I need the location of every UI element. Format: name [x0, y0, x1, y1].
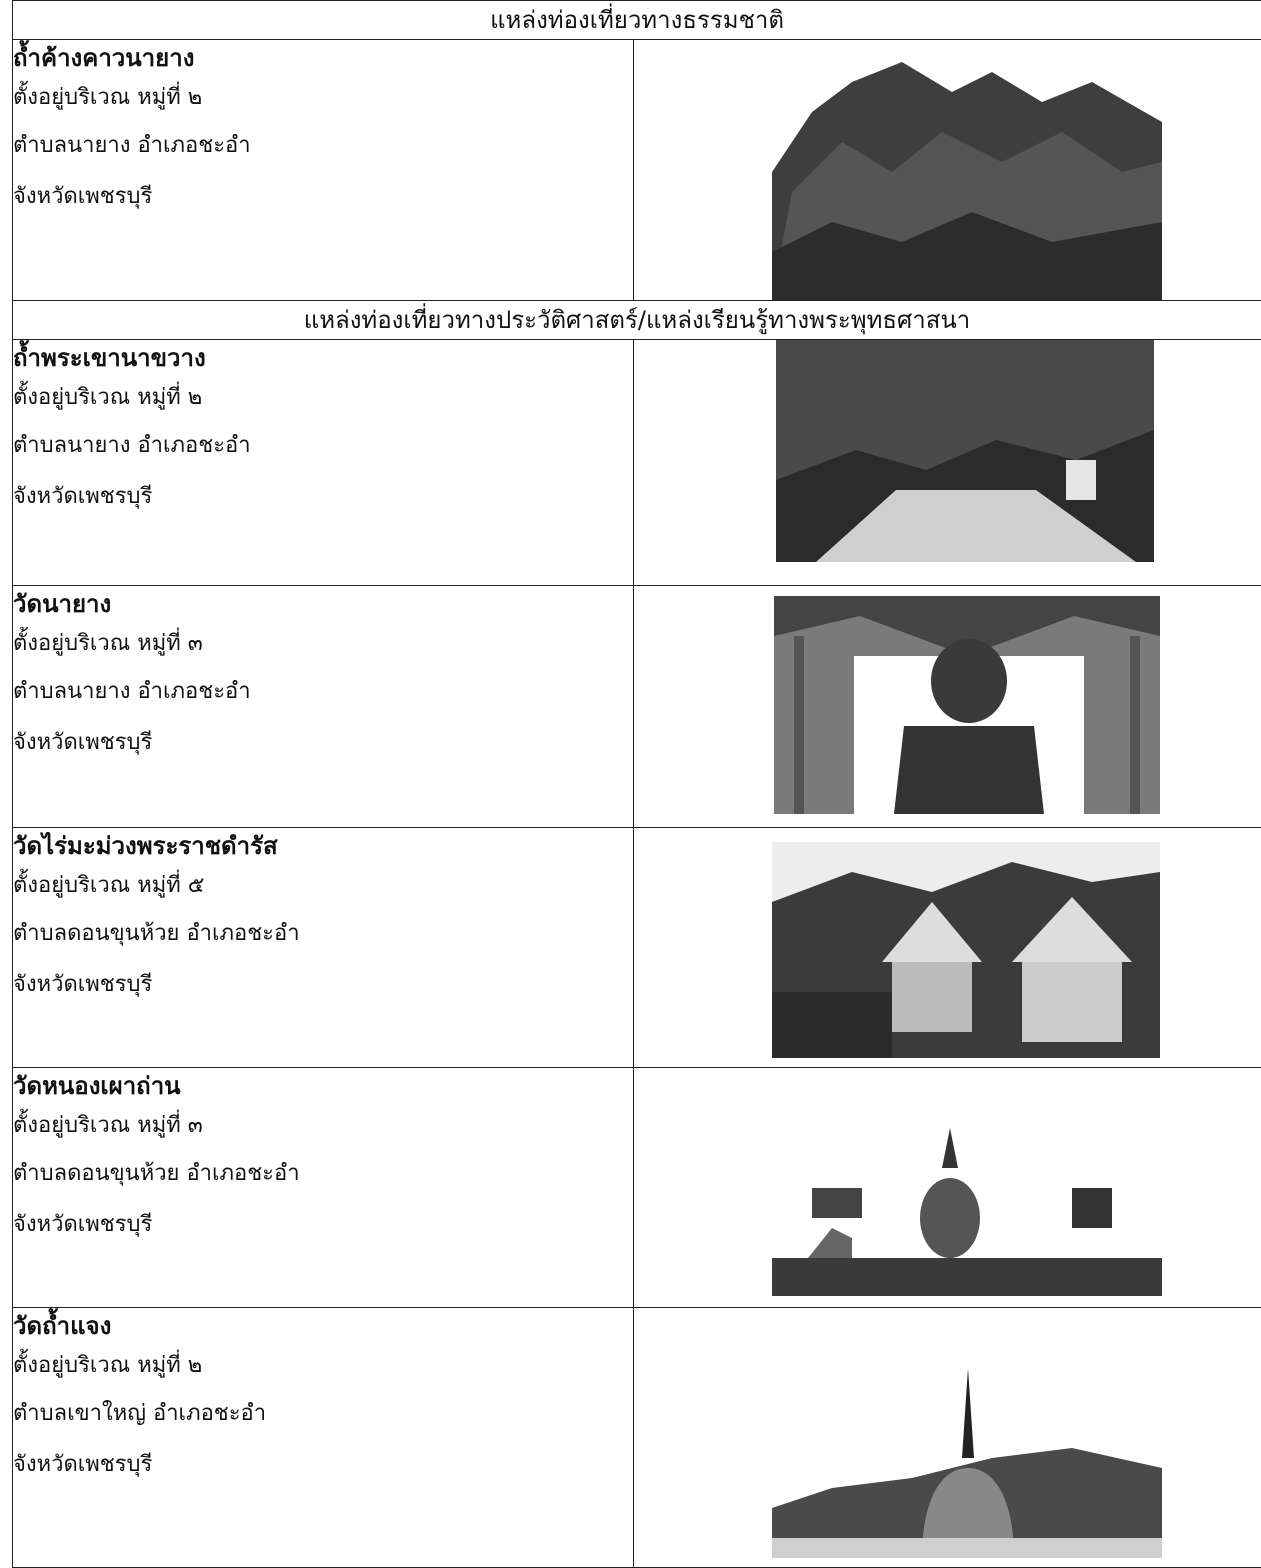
- place-subdistrict: ตำบลดอนขุนห้วย อำเภอชะอำ: [13, 908, 633, 959]
- temple-photo: [772, 842, 1160, 1058]
- place-row: [13, 40, 1261, 301]
- place-text-cell: [13, 40, 634, 301]
- place-name: วัดนายาง: [13, 586, 633, 622]
- place-name: วัดถ้ำแจง: [13, 1308, 633, 1344]
- place-location: ตั้งอยู่บริเวณ หมู่ที่ ๓: [13, 622, 633, 666]
- place-subdistrict: ตำบลเขาใหญ่ อำเภอชะอำ: [13, 1388, 633, 1439]
- place-subdistrict: ตำบลนายาง อำเภอชะอำ: [13, 420, 633, 471]
- place-subdistrict: ตำบลนายาง อำเภอชะอำ: [13, 120, 633, 171]
- place-name: ถ้ำค้างคาวนายาง: [13, 40, 633, 76]
- section-heading-nature: แหล่งท่องเที่ยวทางธรรมชาติ: [13, 1, 1261, 40]
- place-row: [13, 828, 1261, 1068]
- place-name: วัดหนองเผาถ่าน: [13, 1068, 633, 1104]
- place-row: [13, 586, 1261, 828]
- place-photo-cell: [634, 1068, 1261, 1308]
- cave-interior-photo: [776, 340, 1154, 562]
- place-location: ตั้งอยู่บริเวณ หมู่ที่ ๒: [13, 76, 633, 120]
- attractions-table: [12, 0, 1261, 1568]
- place-photo-cell: [634, 828, 1261, 1068]
- place-text-cell: [13, 828, 634, 1068]
- place-province: จังหวัดเพชรบุรี: [13, 171, 633, 222]
- place-location: ตั้งอยู่บริเวณ หมู่ที่ ๒: [13, 1344, 633, 1388]
- place-province: จังหวัดเพชรบุรี: [13, 471, 633, 522]
- place-photo-cell: [634, 40, 1261, 301]
- monk-statue-photo: [774, 596, 1160, 814]
- place-photo-cell: [634, 586, 1261, 828]
- place-province: จังหวัดเพชรบุรี: [13, 1439, 633, 1490]
- place-text-cell: [13, 1068, 634, 1308]
- place-row: [13, 1068, 1261, 1308]
- place-province: จังหวัดเพชรบุรี: [13, 1199, 633, 1250]
- place-photo-cell: [634, 1308, 1261, 1568]
- section-heading-history: แหล่งท่องเที่ยวทางประวัติศาสตร์/แหล่งเรียนรู้ทางพระพุทธศาสนา: [13, 301, 1261, 340]
- pagoda-mountain-photo: [772, 1328, 1162, 1558]
- cave-mountain-photo: [772, 52, 1162, 300]
- place-subdistrict: ตำบลนายาง อำเภอชะอำ: [13, 666, 633, 717]
- place-subdistrict: ตำบลดอนขุนห้วย อำเภอชะอำ: [13, 1148, 633, 1199]
- place-location: ตั้งอยู่บริเวณ หมู่ที่ ๒: [13, 376, 633, 420]
- buddha-flags-photo: [772, 1128, 1162, 1296]
- place-text-cell: [13, 586, 634, 828]
- place-text-cell: [13, 1308, 634, 1568]
- place-location: ตั้งอยู่บริเวณ หมู่ที่ ๓: [13, 1104, 633, 1148]
- place-location: ตั้งอยู่บริเวณ หมู่ที่ ๕: [13, 864, 633, 908]
- place-text-cell: [13, 340, 634, 586]
- place-name: ถ้ำพระเขานาขวาง: [13, 340, 633, 376]
- place-province: จังหวัดเพชรบุรี: [13, 717, 633, 768]
- place-photo-cell: [634, 340, 1261, 586]
- place-name: วัดไร่มะม่วงพระราชดำรัส: [13, 828, 633, 864]
- section-heading-row: [13, 301, 1261, 340]
- place-row: [13, 340, 1261, 586]
- place-province: จังหวัดเพชรบุรี: [13, 959, 633, 1010]
- section-heading-row: [13, 1, 1261, 40]
- place-row: [13, 1308, 1261, 1568]
